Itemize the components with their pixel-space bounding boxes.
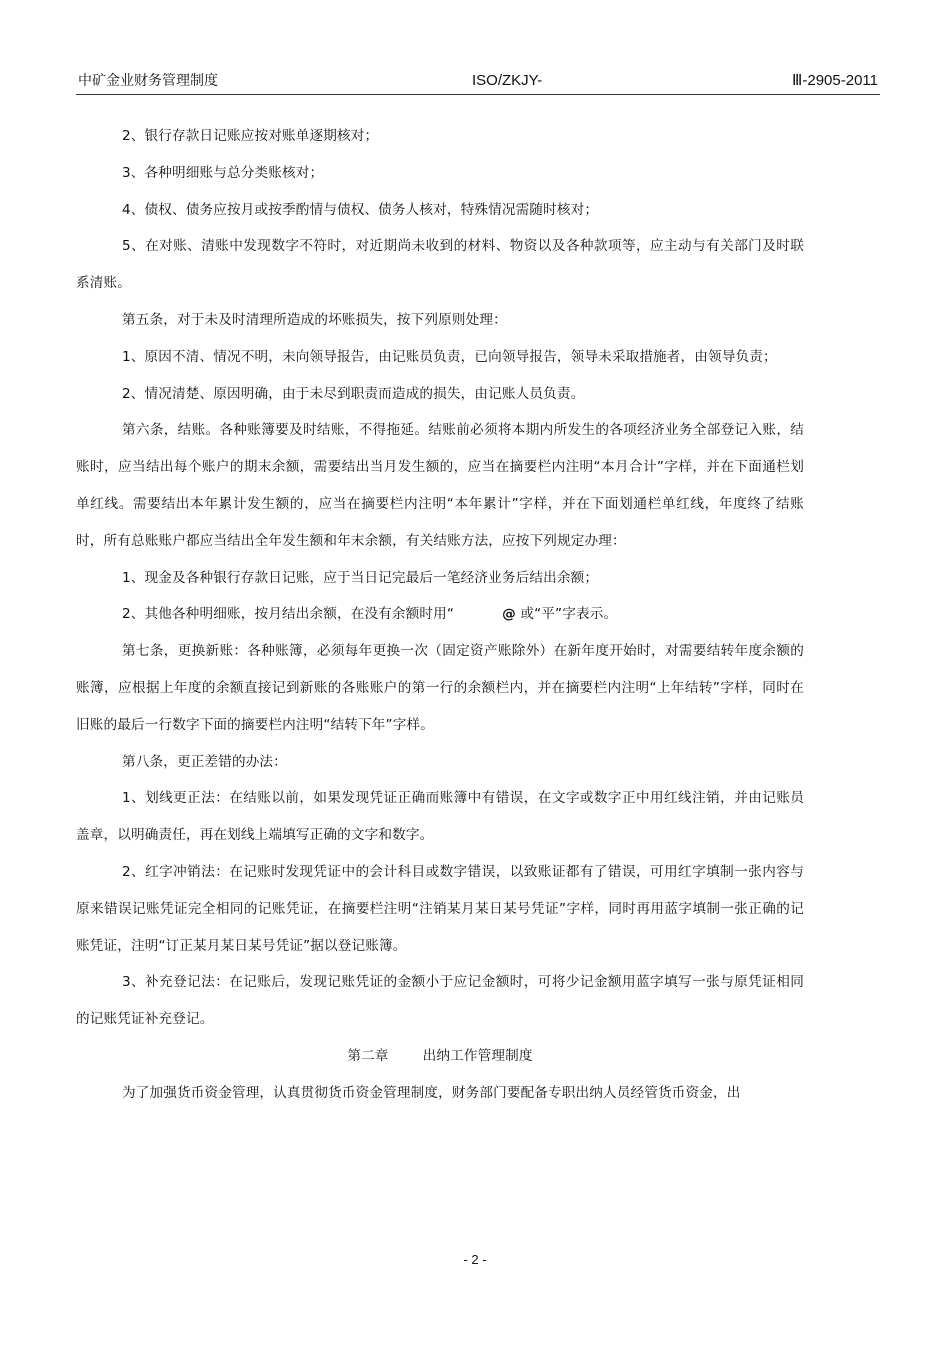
paragraph-with-symbol <box>76 596 804 633</box>
paragraph: 3、补充登记法：在记账后，发现记账凭证的金额小于应记金额时，可将少记金额用蓝字填写一张与原凭证相同的记账凭证补充登记。 <box>76 974 804 1028</box>
document-body <box>76 118 804 1112</box>
paragraph-text-end: 或“平”字表示。 <box>520 606 618 623</box>
chapter-title: 出纳工作管理制度 <box>422 1047 533 1064</box>
header-doc-number: Ⅲ-2905-2011 <box>792 72 878 89</box>
paragraph-text-start: 2、其他各种明细账，按月结出余额，在没有余额时用“ <box>122 606 455 623</box>
paragraph: 1、原因不清、情况不明，未向领导报告，由记账员负责，已向领导报告，领导未采取措施者，由领导负责； <box>122 348 777 365</box>
paragraph: 2、银行存款日记账应按对账单逐期核对； <box>122 128 379 144</box>
paragraph: 4、债权、债务应按月或按季酌情与债权、债务人核对，特殊情况需随时核对； <box>122 201 599 218</box>
paragraph: 3、各种明细账与总分类账核对； <box>122 164 324 181</box>
chapter-heading <box>76 1038 804 1075</box>
header-doc-code: ISO/ZKJY- <box>472 72 543 89</box>
article-7: 第七条，更换新账：各种账簿，必须每年更换一次（固定资产账除外）在新年度开始时，对需要结转年度余额的账簿，应根据上年度的余额直接记到新账的各账账户的第一行的余额栏内，并在摘要栏内注明“上年结转”字样，同时在旧账的最后一行数字下面的摘要栏内注明“结转下年”字样。 <box>76 643 804 733</box>
header-document-title: 中矿金业财务管理制度 <box>78 73 218 89</box>
paragraph: 2、红字冲销法：在记账时发现凭证中的会计科目或数字错误，以致账证都有了错误，可用红字填制一张内容与原来错误记账凭证完全相同的记账凭证，在摘要栏注明“注销某月某日某号凭证”字样，同时再用蓝字填制一张正确的记账凭证，注明“订正某月某日某号凭证”据以登记账簿。 <box>76 863 804 954</box>
page-header <box>76 70 880 95</box>
paragraph: 1、现金及各种银行存款日记账，应于当日记完最后一笔经济业务后结出余额； <box>122 569 599 586</box>
article-8: 第八条，更正差错的办法： <box>122 753 287 770</box>
balance-symbol: @ <box>502 606 516 623</box>
paragraph: 1、划线更正法：在结账以前，如果发现凭证正确而账簿中有错误，在文字或数字正中用红线注销，并由记账员盖章，以明确责任，再在划线上端填写正确的文字和数字。 <box>76 790 804 844</box>
paragraph: 为了加强货币资金管理，认真贯彻货币资金管理制度，财务部门要配备专职出纳人员经管货币资金，出 <box>122 1084 741 1101</box>
paragraph: 5、在对账、清账中发现数字不符时，对近期尚未收到的材料、物资以及各种款项等，应主动与有关部门及时联系清账。 <box>76 238 804 292</box>
article-6: 第六条，结账。各种账簿要及时结账，不得拖延。结账前必须将本期内所发生的各项经济业务全部登记入账，结账时，应当结出每个账户的期末余额，需要结出当月发生额的，应当在摘要栏内注明“本月合计”字样，并在下面通栏划单红线。需要结出本年累计发生额的，应当在摘要栏内注明“本年累计”字样，并在下面划通栏单红线，年度终了结账时，所有总账账户都应当结出全年发生额和年末余额，有关结账方法，应按下列规定办理： <box>76 422 804 549</box>
page-number: - 2 - <box>463 1252 487 1267</box>
chapter-number: 第二章 <box>347 1047 389 1064</box>
paragraph: 2、情况清楚、原因明确，由于未尽到职责而造成的损失，由记账人员负责。 <box>122 385 585 402</box>
article-5: 第五条，对于未及时清理所造成的坏账损失，按下列原则处理： <box>122 311 507 328</box>
